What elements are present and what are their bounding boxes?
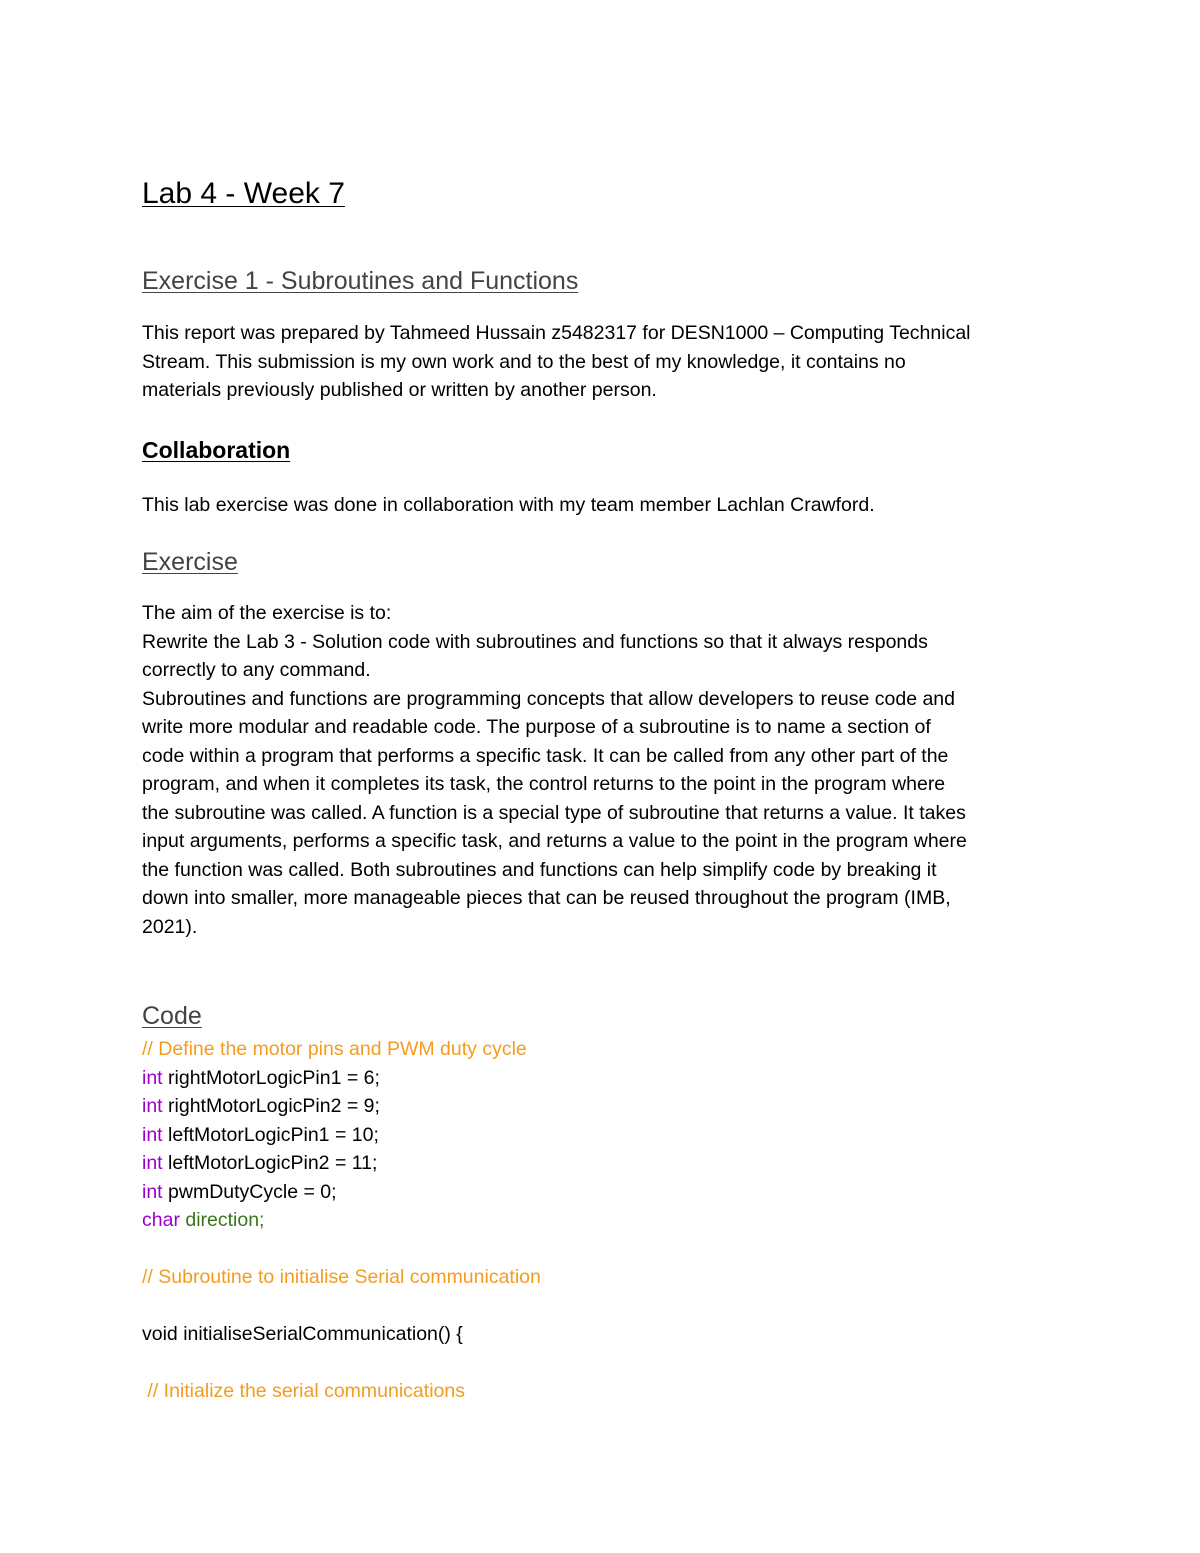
aim-line: the subroutine was called. A function is a special type of subroutine that returns a value. It takes — [142, 801, 966, 824]
code-comment: // Define the motor pins and PWM duty cycle — [142, 1038, 527, 1060]
code-text: pwmDutyCycle = 0; — [162, 1180, 337, 1203]
code-line: void initialiseSerialCommunication() { — [142, 1323, 463, 1345]
aim-line: Subroutines and functions are programming concepts that allow developers to reuse code and — [142, 687, 955, 710]
aim-line: program, and when it completes its task, the control returns to the point in the program where — [142, 773, 946, 795]
code-line — [142, 1064, 1072, 1093]
intro-line: This report was prepared by Tahmeed Hussain z5482317 for DESN1000 – Computing Technical — [142, 322, 971, 344]
intro-line: materials previously published or written by another person. — [142, 379, 657, 401]
exercise-section-heading: Exercise — [142, 548, 238, 576]
code-keyword: int — [142, 1066, 163, 1089]
aim-line: code within a program that performs a specific task. It can be called from any other part of the — [142, 744, 949, 767]
aim-line: correctly to any command. — [142, 659, 371, 681]
aim-line: write more modular and readable code. The purpose of a subroutine is to name a section of — [142, 716, 931, 738]
code-line — [142, 1121, 1072, 1150]
document-content — [142, 174, 1072, 1406]
code-text: direction; — [179, 1209, 265, 1231]
code-line — [142, 1092, 1072, 1121]
code-keyword: int — [142, 1095, 163, 1117]
document-title: Lab 4 - Week 7 — [142, 177, 345, 210]
code-keyword: int — [142, 1180, 163, 1203]
code-blank-line — [142, 1349, 1072, 1378]
code-text: rightMotorLogicPin2 = 9; — [162, 1095, 380, 1117]
aim-line: Rewrite the Lab 3 - Solution code with subroutines and functions so that it always responds — [142, 630, 928, 653]
exercise-heading: Exercise 1 - Subroutines and Functions — [142, 267, 579, 295]
code-comment: // Subroutine to initialise Serial communication — [142, 1266, 541, 1288]
aim-line: the function was called. Both subroutines and functions can help simplify code by breaking it — [142, 858, 937, 881]
aim-line: down into smaller, more manageable pieces that can be reused throughout the program (IMB, — [142, 887, 951, 909]
code-text: leftMotorLogicPin1 = 10; — [162, 1123, 379, 1146]
code-text: rightMotorLogicPin1 = 6; — [162, 1066, 380, 1089]
code-line — [142, 1178, 1072, 1207]
code-text: leftMotorLogicPin2 = 11; — [162, 1152, 378, 1174]
code-keyword: char — [142, 1209, 180, 1231]
aim-line: The aim of the exercise is to: — [142, 602, 392, 624]
code-line — [142, 1206, 1072, 1235]
code-blank-line — [142, 1292, 1072, 1321]
collaboration-heading: Collaboration — [142, 436, 291, 463]
code-comment: // Initialize the serial communications — [142, 1380, 465, 1402]
code-keyword: int — [142, 1123, 163, 1146]
aim-line: input arguments, performs a specific task, and returns a value to the point in the program where — [142, 830, 967, 852]
code-line — [142, 1149, 1072, 1178]
aim-paragraph — [142, 599, 1072, 941]
code-blank-line — [142, 1235, 1072, 1264]
code-heading: Code — [142, 1002, 202, 1030]
code-keyword: int — [142, 1152, 163, 1174]
intro-line: Stream. This submission is my own work and to the best of my knowledge, it contains no — [142, 350, 906, 373]
aim-line: 2021). — [142, 915, 198, 938]
code-block — [142, 1035, 1072, 1406]
collaboration-text: This lab exercise was done in collaboration with my team member Lachlan Crawford. — [142, 493, 875, 516]
intro-paragraph — [142, 319, 1072, 405]
